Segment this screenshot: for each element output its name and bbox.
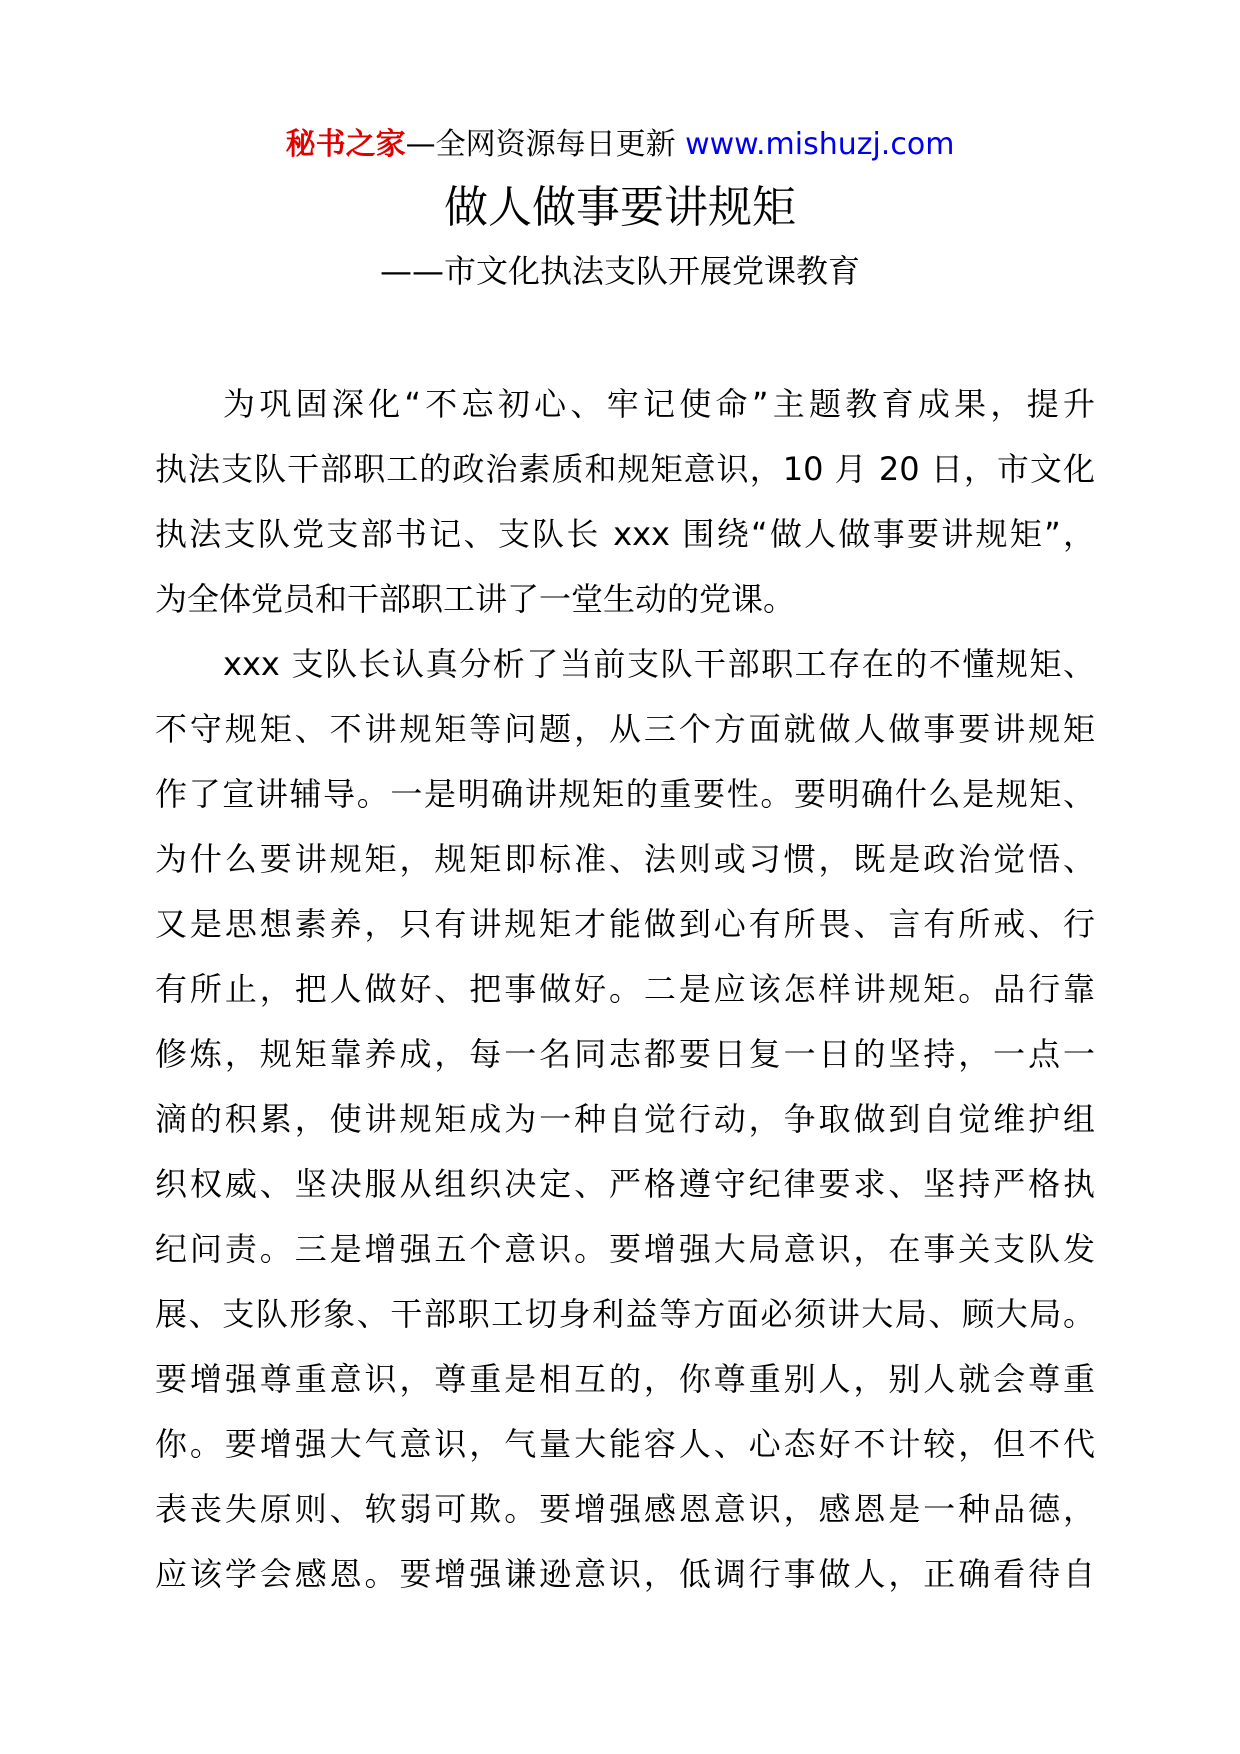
text-line: 修炼，规矩靠养成，每一名同志都要日复一日的坚持，一点一 [155,1035,1095,1073]
text-line: 展、支队形象、干部职工切身利益等方面必须讲大局、顾大局。 [155,1295,1095,1333]
text-line: 滴的积累，使讲规矩成为一种自觉行动，争取做到自觉维护组 [155,1100,1095,1138]
text-line: 要增强尊重意识，尊重是相互的，你尊重别人，别人就会尊重 [155,1360,1095,1398]
brand-name: 秘书之家 [285,127,406,162]
text-line: 应该学会感恩。要增强谦逊意识，低调行事做人，正确看待自 [155,1555,1095,1593]
text-line: 不守规矩、不讲规矩等问题，从三个方面就做人做事要讲规矩 [155,710,1095,748]
text-line: 为什么要讲规矩，规矩即标准、法则或习惯，既是政治觉悟、 [155,840,1095,878]
document-subtitle: ——市文化执法支队开展党课教育 [379,252,860,290]
text-line: 为全体党员和干部职工讲了一堂生动的党课。 [155,580,796,618]
text-line: 你。要增强大气意识，气量大能容人、心态好不计较，但不代 [155,1425,1095,1463]
text-line: 为巩固深化“不忘初心、牢记使命”主题教育成果，提升 [223,385,1095,423]
text-line: 执法支队干部职工的政治素质和规矩意识，10 月 20 日，市文化 [155,450,1095,488]
text-line: 有所止，把人做好、把事做好。二是应该怎样讲规矩。品行靠 [155,970,1095,1008]
document-body [155,372,1095,1607]
text-line: 作了宣讲辅导。一是明确讲规矩的重要性。要明确什么是规矩、 [155,775,1095,813]
text-line: 纪问责。三是增强五个意识。要增强大局意识，在事关支队发 [155,1230,1095,1268]
text-line: 又是思想素养，只有讲规矩才能做到心有所畏、言有所戒、行 [155,905,1095,943]
text-line: xxx 支队长认真分析了当前支队干部职工存在的不懂规矩、 [223,645,1095,683]
site-header [0,125,1240,165]
document-title: 做人做事要讲规矩 [444,182,796,233]
text-line: 表丧失原则、软弱可欺。要增强感恩意识，感恩是一种品德， [155,1490,1095,1528]
site-url: www.mishuzj.com [675,127,955,162]
text-line: 执法支队党支部书记、支队长 xxx 围绕“做人做事要讲规矩”， [155,515,1095,553]
text-line: 织权威、坚决服从组织决定、严格遵守纪律要求、坚持严格执 [155,1165,1095,1203]
header-tagline: —全网资源每日更新 [405,127,676,162]
